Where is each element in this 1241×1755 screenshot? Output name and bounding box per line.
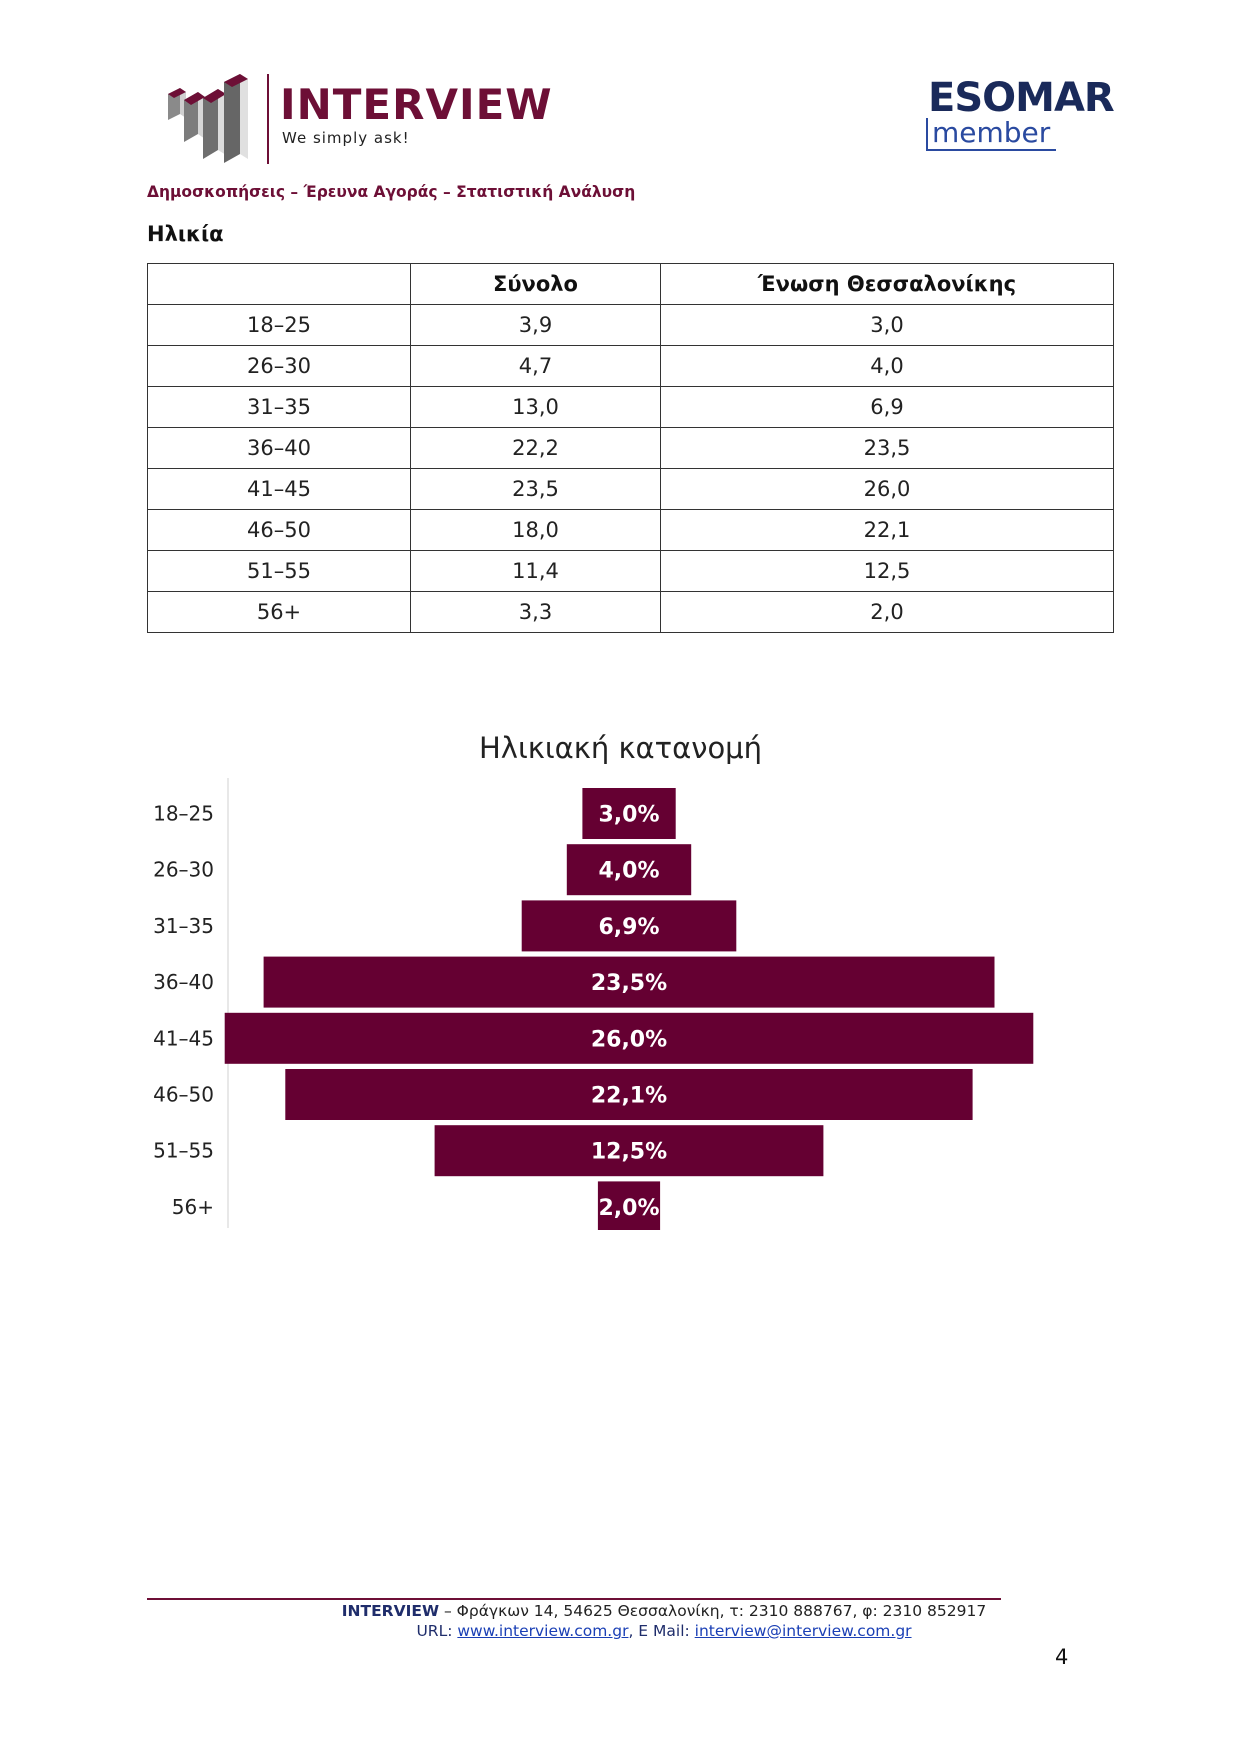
table-cell: 56+ [148, 592, 411, 633]
footer-url-label: URL: [416, 1622, 458, 1640]
footer-mail-label: , E Mail: [628, 1622, 695, 1640]
footer-company: INTERVIEW [341, 1602, 440, 1620]
chart-category-label: 36–40 [153, 970, 214, 995]
table-cell: 23,5 [411, 469, 661, 510]
page-number: 4 [1055, 1645, 1069, 1669]
chart-category-label: 41–45 [153, 1026, 214, 1051]
table-cell: 18–25 [148, 305, 411, 346]
footer-divider [147, 1598, 1001, 1600]
table-row [148, 346, 1114, 387]
chart-category-label: 31–35 [153, 913, 214, 938]
table-cell: 3,9 [411, 305, 661, 346]
footer-contact-line [147, 1622, 1181, 1640]
age-table [147, 263, 1114, 633]
table-row [148, 592, 1114, 633]
table-header-row [148, 264, 1114, 305]
table-cell: 13,0 [411, 387, 661, 428]
chart-data-label: 2,0% [598, 1195, 660, 1221]
table-cell: 4,7 [411, 346, 661, 387]
chart-category-label: 18–25 [153, 801, 214, 826]
table-header-cell [148, 264, 411, 305]
table-row [148, 428, 1114, 469]
chart-title: Ηλικιακή κατανομή [478, 731, 763, 765]
table-cell: 23,5 [661, 428, 1114, 469]
chart-category-label: 46–50 [153, 1082, 214, 1107]
brand-name: INTERVIEW [280, 80, 553, 129]
chart-data-label: 4,0% [598, 858, 660, 884]
table-row [148, 305, 1114, 346]
footer-address-line [147, 1602, 1181, 1620]
table-cell: 2,0 [661, 592, 1114, 633]
table-cell: 46–50 [148, 510, 411, 551]
table-row [148, 469, 1114, 510]
chart-data-label: 22,1% [590, 1083, 668, 1109]
table-row [148, 510, 1114, 551]
table-cell: 12,5 [661, 551, 1114, 592]
chart-category-label: 51–55 [153, 1138, 214, 1163]
table-cell: 36–40 [148, 428, 411, 469]
table-cell: 26,0 [661, 469, 1114, 510]
logo-divider [267, 74, 269, 164]
table-cell: 6,9 [661, 387, 1114, 428]
footer-address: – Φράγκων 14, 54625 Θεσσαλονίκη, τ: 2310 888767, φ: 2310 852917 [439, 1602, 987, 1620]
table-cell: 26–30 [148, 346, 411, 387]
chart-data-label: 6,9% [598, 914, 660, 940]
table-cell: 51–55 [148, 551, 411, 592]
chart-category-label: 56+ [171, 1194, 214, 1219]
table-cell: 3,3 [411, 592, 661, 633]
table-cell: 18,0 [411, 510, 661, 551]
table-row [148, 387, 1114, 428]
table-row [148, 551, 1114, 592]
chart-category-label: 26–30 [153, 857, 214, 882]
table-cell: 41–45 [148, 469, 411, 510]
table-cell: 31–35 [148, 387, 411, 428]
table-cell: 22,2 [411, 428, 661, 469]
services-line: Δημοσκοπήσεις – Έρευνα Αγοράς – Στατιστική Ανάλυση [147, 183, 636, 201]
table-cell: 3,0 [661, 305, 1114, 346]
footer-mail-link[interactable]: interview@interview.com.gr [694, 1622, 912, 1640]
chart-data-label: 3,0% [598, 802, 660, 828]
interview-logo-icon [168, 72, 256, 164]
table-cell: 22,1 [661, 510, 1114, 551]
table-header-cell: Σύνολο [411, 264, 661, 305]
section-title: Ηλικία [147, 222, 224, 246]
brand-tagline: We simply ask! [282, 129, 410, 147]
table-cell: 11,4 [411, 551, 661, 592]
table-cell: 4,0 [661, 346, 1114, 387]
chart-data-label: 26,0% [590, 1027, 668, 1053]
esomar-logo-text: ESOMAR [928, 75, 1114, 121]
age-distribution-chart [0, 770, 1241, 1230]
chart-data-label: 12,5% [590, 1139, 668, 1165]
table-header-cell: Ένωση Θεσσαλονίκης [661, 264, 1114, 305]
chart-data-label: 23,5% [590, 971, 668, 997]
footer-url-link[interactable]: www.interview.com.gr [457, 1622, 629, 1640]
esomar-member-text: member [926, 118, 1056, 151]
